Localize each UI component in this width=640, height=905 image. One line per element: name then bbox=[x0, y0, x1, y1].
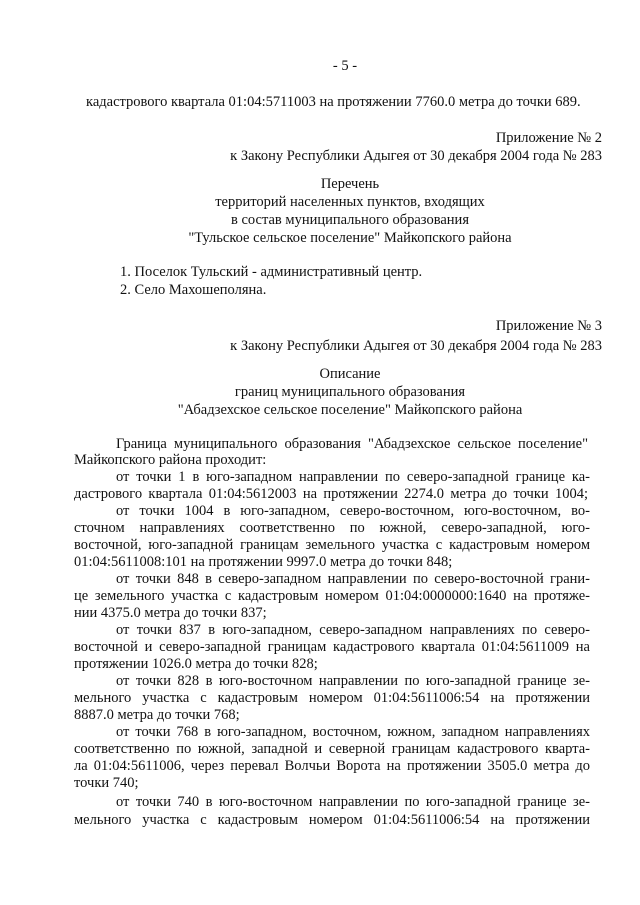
appendix2-subheading-line: "Тульское сельское поселение" Майкопского района bbox=[188, 230, 512, 246]
appendix3-heading: Описание bbox=[319, 366, 381, 382]
list-item: 1. Поселок Тульский - административный центр. bbox=[120, 264, 423, 280]
appendix2-title: Приложение № 2 bbox=[495, 130, 602, 146]
body-line: восточной, юго-западной границам земельного участка с кадастровым номером bbox=[74, 537, 590, 553]
appendix2-law: к Закону Республики Адыгея от 30 декабря 2004 года № 283 bbox=[230, 148, 602, 164]
body-line: мельного участка с кадастровым номером 01:04:5611006:54 на протяжении bbox=[74, 690, 590, 706]
appendix3-title: Приложение № 3 bbox=[495, 318, 602, 334]
body-line: точки 740; bbox=[74, 775, 139, 791]
intro-line: кадастрового квартала 01:04:5711003 на протяжении 7760.0 метра до точки 689. bbox=[86, 94, 581, 110]
body-line: нии 4375.0 метра до точки 837; bbox=[74, 605, 267, 621]
appendix3-subheading-line: границ муниципального образования bbox=[234, 384, 466, 400]
body-line: от точки 1 в юго-западном направлении по северо-западной границе ка- bbox=[116, 469, 590, 485]
body-line: от точки 837 в юго-западном, северо-западном направлениях по северо- bbox=[116, 622, 590, 638]
appendix3-law: к Закону Республики Адыгея от 30 декабря 2004 года № 283 bbox=[230, 338, 602, 354]
body-line: Граница муниципального образования "Абадзехское сельское поселение" bbox=[116, 436, 588, 452]
appendix3-subheading-line: "Абадзехское сельское поселение" Майкопского района bbox=[177, 402, 523, 418]
body-line: 8887.0 метра до точки 768; bbox=[74, 707, 240, 723]
body-line: протяжении 1026.0 метра до точки 828; bbox=[74, 656, 318, 672]
appendix2-heading: Перечень bbox=[320, 176, 380, 192]
body-line: 01:04:5611008:101 на протяжении 9997.0 метра до точки 848; bbox=[74, 554, 453, 570]
body-line: соответственно по южной, западной и северной границам кадастрового кварта- bbox=[74, 741, 590, 757]
body-line: от точки 828 в юго-восточном направлении по юго-западной границе зе- bbox=[116, 673, 590, 689]
appendix2-subheading-line: в состав муниципального образования bbox=[231, 212, 469, 228]
body-line: от точки 848 в северо-западном направлении по северо-восточной грани- bbox=[116, 571, 590, 587]
body-line: це земельного участка с кадастровым номером 01:04:0000000:1640 на протяже- bbox=[74, 588, 590, 604]
page-number: - 5 - bbox=[332, 58, 358, 74]
body-line: сточном направлениях соответственно по южной, северо-западной, юго- bbox=[74, 520, 590, 536]
body-line: восточной и северо-западной границам кадастрового квартала 01:04:5611009 на bbox=[74, 639, 590, 655]
body-line: от точки 1004 в юго-западном, северо-восточном, юго-восточном, во- bbox=[116, 503, 590, 519]
list-item: 2. Село Махошеполяна. bbox=[120, 282, 267, 298]
body-line: Майкопского района проходит: bbox=[74, 452, 267, 468]
body-line: дастрового квартала 01:04:5612003 на протяжении 2274.0 метра до точки 1004; bbox=[74, 486, 588, 502]
appendix2-subheading-line: территорий населенных пунктов, входящих bbox=[215, 194, 485, 210]
body-line: от точки 768 в юго-западном, восточном, южном, западном направлениях bbox=[116, 724, 590, 740]
body-line: мельного участка с кадастровым номером 01:04:5611006:54 на протяжении bbox=[74, 812, 590, 828]
body-line: от точки 740 в юго-восточном направлении по юго-западной границе зе- bbox=[116, 794, 590, 810]
body-line: ла 01:04:5611006, через перевал Волчьи Ворота на протяжении 3505.0 метра до bbox=[74, 758, 590, 774]
